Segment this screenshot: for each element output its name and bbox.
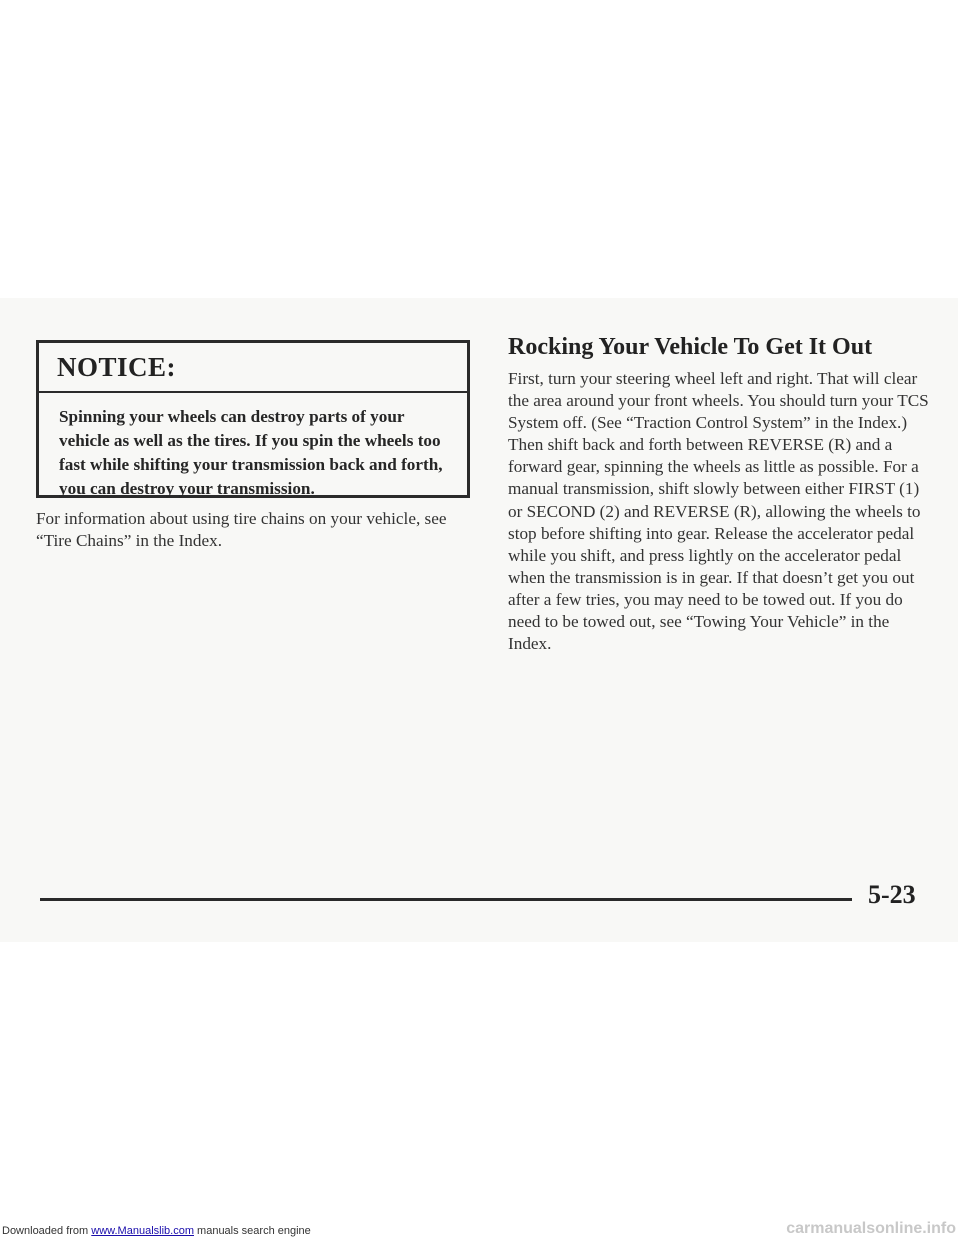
footer-suffix: manuals search engine: [193, 1225, 311, 1237]
footer-prefix: Downloaded from: [2, 1225, 92, 1237]
section-title: Rocking Your Vehicle To Get It Out: [508, 334, 873, 360]
notice-header: [39, 343, 467, 393]
notice-box: [36, 340, 470, 498]
watermark: carmanualsonline.info: [786, 1220, 956, 1237]
notice-title: NOTICE:: [57, 351, 177, 382]
manualslib-link[interactable]: www.Manualslib.com: [91, 1225, 194, 1237]
rocking-vehicle-paragraph: First, turn your steering wheel left and right. That will clear the area around your front wheels. You should turn your TCS System off. (See “Traction Control System” in the Index.) Then shift back and forth between REVERSE (R) and a forward gear, spinning the wheels as little as possible. For a manual transmission, shift slowly between either FIRST (1) or SECOND (2) and REVERSE (R), allowing the wheels to stop before shifting into gear. Release the accelerator pedal while you shift, and press lightly on the accelerator pedal when the transmission is in gear. If that doesn’t get you out after a few tries, you may need to be towed out. If you do need to be towed out, see “Towing Your Vehicle” in the Index.: [508, 369, 929, 654]
page-number: 5-23: [868, 880, 916, 909]
footer-rule: [40, 898, 852, 901]
tire-chains-paragraph: For information about using tire chains on your vehicle, see “Tire Chains” in the Index.: [36, 509, 447, 550]
notice-body: Spinning your wheels can destroy parts of your vehicle as well as the tires. If you spin the wheels too fast while shifting your transmission back and forth, you can destroy your transmission.: [59, 407, 443, 498]
download-footer: [2, 1225, 311, 1237]
